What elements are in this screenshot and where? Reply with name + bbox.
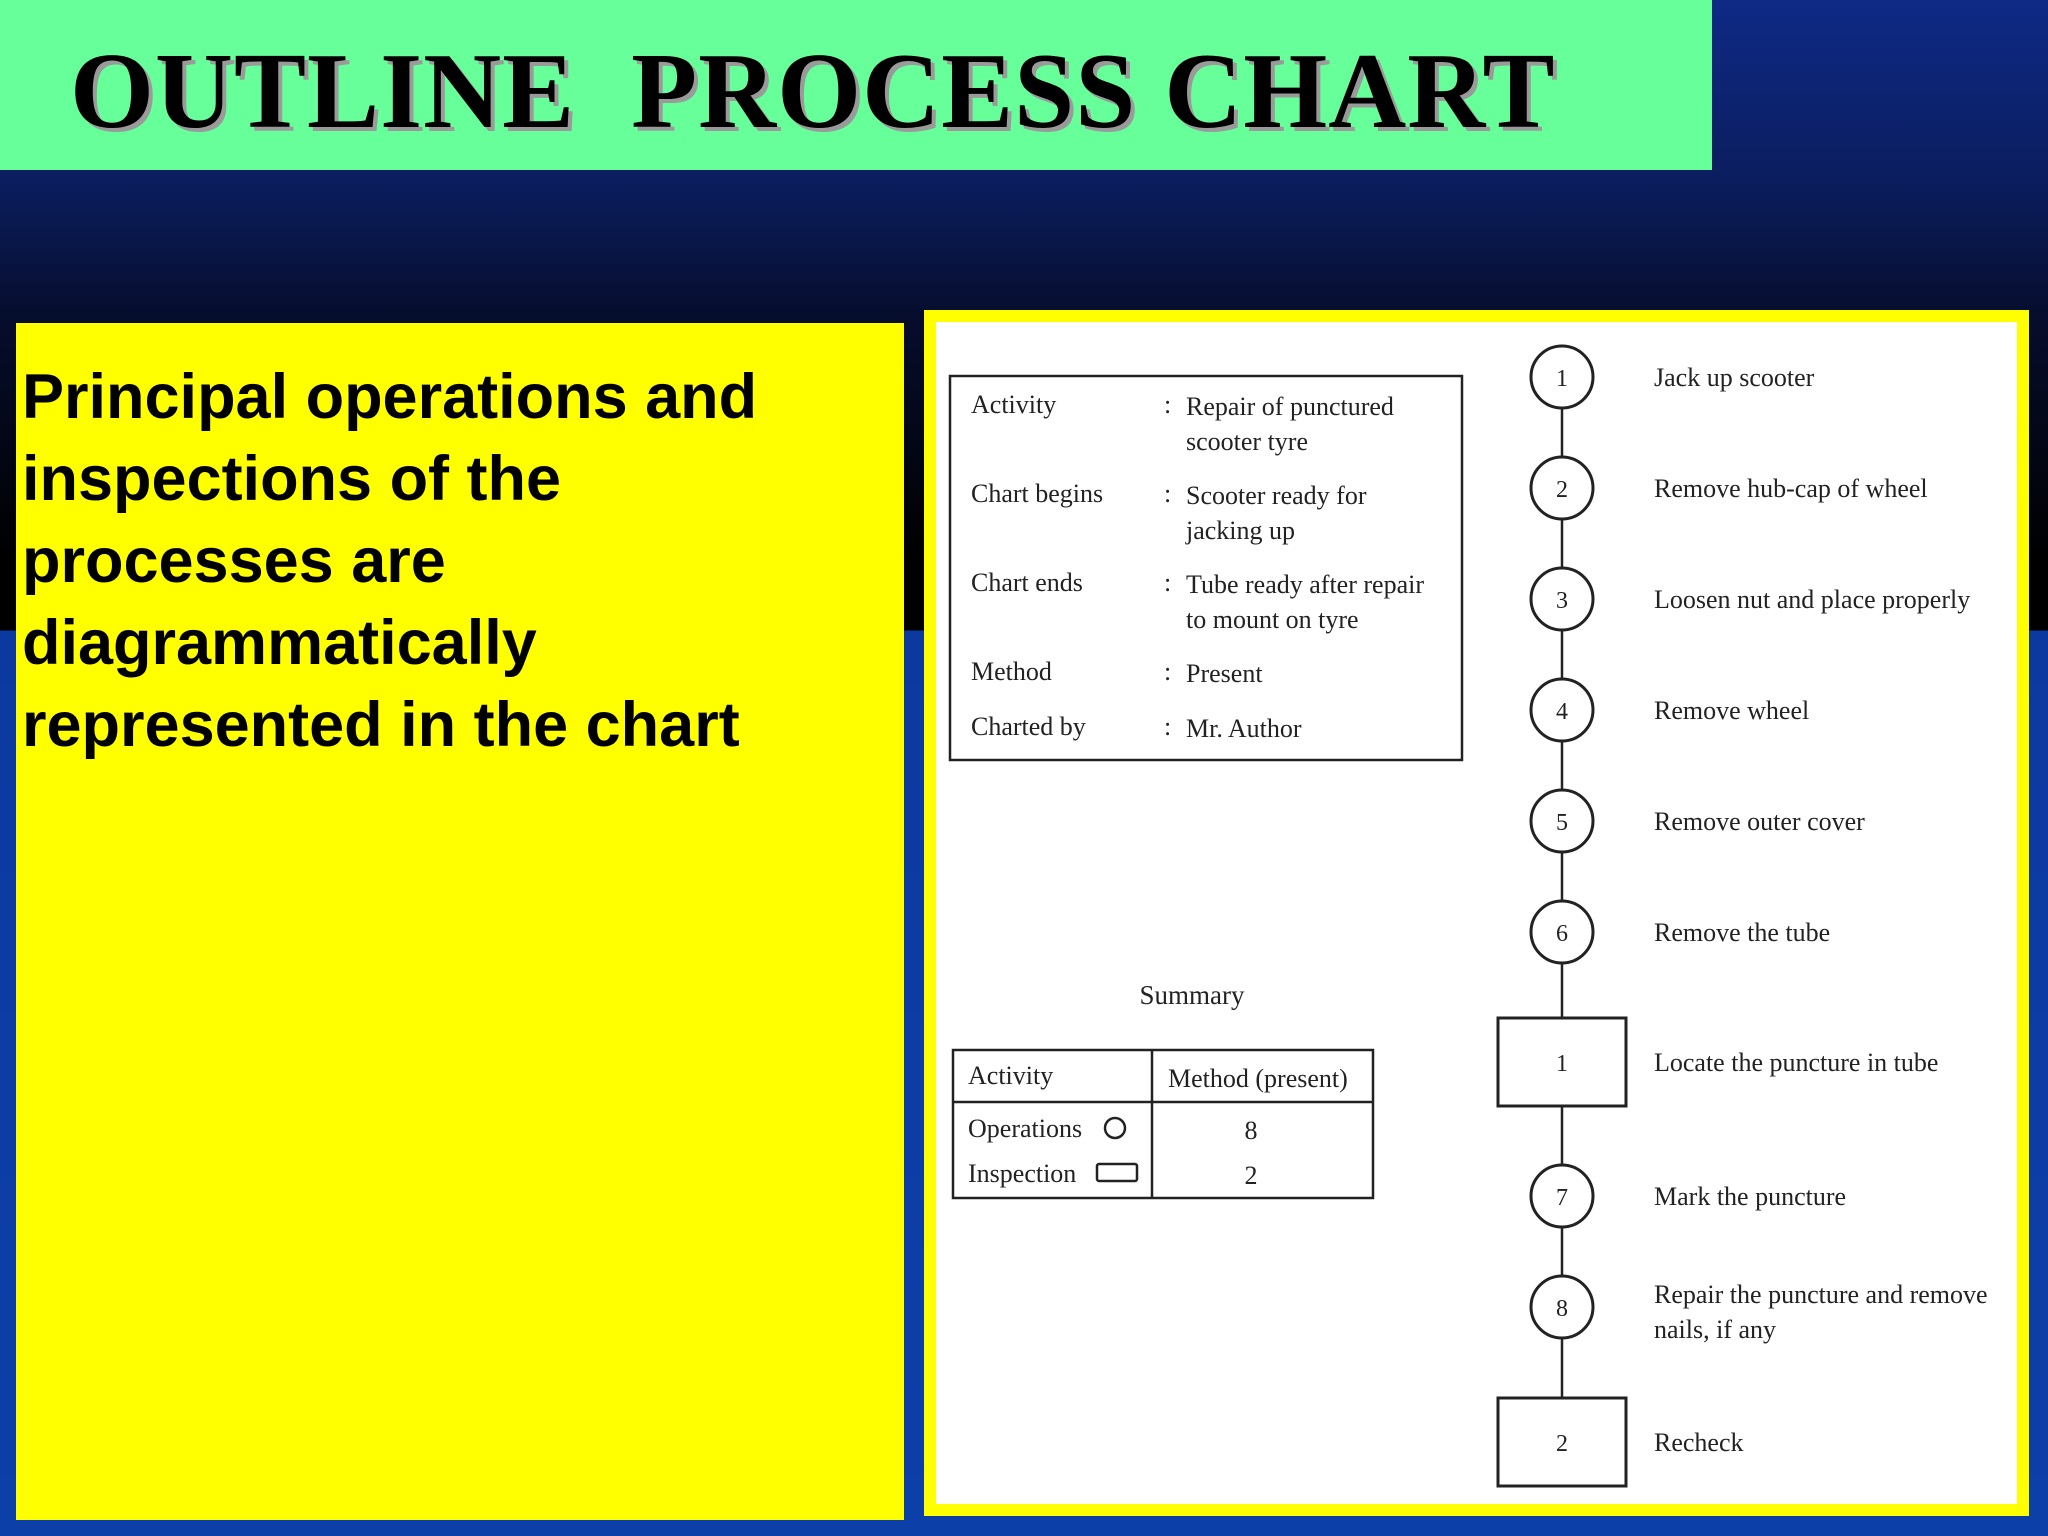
summary-title: Summary <box>1139 980 1245 1010</box>
header-row-label: Chart ends <box>971 568 1083 597</box>
operation-number: 2 <box>1556 477 1568 503</box>
summary-row-value: 8 <box>1244 1116 1258 1145</box>
operation-number: 6 <box>1556 921 1568 947</box>
summary-header-method: Method (present) <box>1168 1064 1348 1093</box>
operation-number: 8 <box>1556 1296 1568 1322</box>
process-chart-svg <box>936 322 2017 1504</box>
summary-row-activity: Operations <box>968 1114 1083 1143</box>
operation-symbol-icon <box>1105 1118 1125 1138</box>
summary-row-value: 2 <box>1244 1161 1258 1190</box>
inspection-symbol-icon <box>1097 1164 1137 1181</box>
header-row-value: Scooter ready for <box>1186 481 1367 510</box>
header-row-separator: : <box>1164 657 1172 686</box>
header-row-value: Repair of punctured <box>1186 392 1394 421</box>
step-description: Remove the tube <box>1654 918 1831 947</box>
summary-row-activity: Inspection <box>968 1159 1077 1188</box>
header-row-value: Present <box>1186 659 1263 688</box>
header-row-separator: : <box>1164 568 1172 597</box>
summary-header-activity: Activity <box>968 1061 1054 1090</box>
header-row-label: Activity <box>971 390 1057 419</box>
header-row-value: Mr. Author <box>1186 714 1302 743</box>
inspection-number: 1 <box>1556 1051 1568 1077</box>
step-description: Remove hub-cap of wheel <box>1654 474 1928 503</box>
operation-number: 5 <box>1556 810 1568 836</box>
step-description: Recheck <box>1654 1428 1744 1457</box>
step-description: Mark the puncture <box>1654 1182 1847 1211</box>
header-row-label: Chart begins <box>971 479 1104 508</box>
process-chart-figure <box>936 322 2017 1504</box>
header-row-label: Charted by <box>971 712 1086 741</box>
inspection-number: 2 <box>1556 1431 1568 1457</box>
process-chart-frame <box>924 310 2029 1516</box>
slide-title: OUTLINE PROCESS CHART <box>70 32 1556 151</box>
header-row-separator: : <box>1164 390 1172 419</box>
operation-number: 7 <box>1556 1185 1568 1211</box>
header-row-value: Tube ready after repair <box>1186 570 1424 599</box>
step-description: Remove wheel <box>1654 696 1810 725</box>
header-row-label: Method <box>971 657 1052 686</box>
operation-number: 1 <box>1556 366 1568 392</box>
step-description: Locate the puncture in tube <box>1654 1048 1939 1077</box>
step-description: nails, if any <box>1654 1315 1777 1344</box>
header-row-separator: : <box>1164 479 1172 508</box>
header-row-value: scooter tyre <box>1186 427 1309 456</box>
operation-number: 3 <box>1556 588 1568 614</box>
header-row-value: jacking up <box>1186 516 1296 545</box>
header-row-separator: : <box>1164 712 1172 741</box>
description-text: Principal operations and inspections of the processes are diagrammatically represented in the chart <box>22 362 758 760</box>
step-description: Repair the puncture and remove <box>1654 1280 1988 1309</box>
operation-number: 4 <box>1556 699 1568 725</box>
step-description: Loosen nut and place properly <box>1654 585 1971 614</box>
step-description: Jack up scooter <box>1654 363 1815 392</box>
header-row-value: to mount on tyre <box>1186 605 1359 634</box>
title-bar <box>0 0 1712 170</box>
step-description: Remove outer cover <box>1654 807 1865 836</box>
